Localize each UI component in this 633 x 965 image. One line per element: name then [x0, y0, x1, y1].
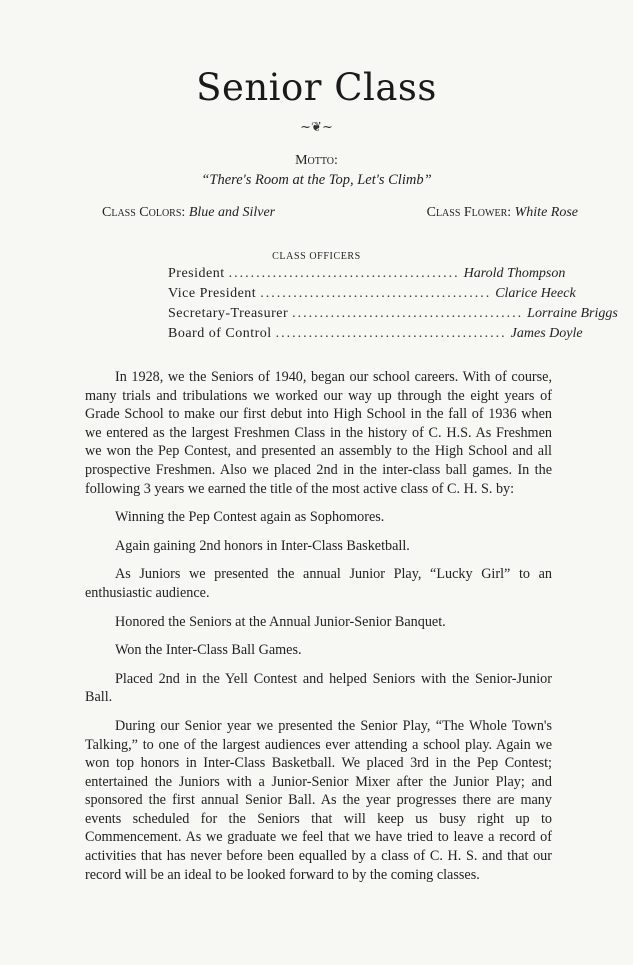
motto-text: “There's Room at the Top, Let's Climb” [201, 172, 432, 188]
history-paragraph: Placed 2nd in the Yell Contest and helped Seniors with the Senior-Junior Ball. [85, 670, 552, 706]
officer-role: Secretary-Treasurer [168, 306, 289, 321]
class-flower [427, 205, 578, 221]
officer-name: Harold Thompson [463, 266, 566, 281]
class-history [85, 368, 552, 894]
history-paragraph: During our Senior year we presented the Senior Play, “The Whole Town's Talking,” to one of the largest audiences ever attending a school play. Again we won top honors in Inter-Class Basketball. We placed 3rd in the Pep Contest; entertained the Juniors with a Junior-Senior Mixer after the Junior Play; and sponsored the first annual Senior Ball. As the year progresses there are many events scheduled for the Seniors that will keep us busy right up to Commencement. As we graduate we feel that we have tried to leave a record of activities that has never before been equalled by a class of C. H. S. and that our record will be an ideal to be looked forward to by the coming classes. [85, 717, 552, 883]
class-flower-label: Class Flower: [426, 205, 512, 220]
history-paragraph: Winning the Pep Contest again as Sophomores. [115, 509, 385, 526]
class-colors [102, 205, 275, 220]
page-title: Senior Class [196, 66, 437, 109]
officer-row: President .......................................... Harold Thompson [168, 266, 566, 281]
colors-flower-row [102, 205, 578, 221]
officer-name: Clarice Heeck [495, 286, 576, 301]
officer-row: Board of Control .......................................... James Doyle [168, 326, 583, 341]
officer-row: Secretary-Treasurer .......................................... Lorraine Briggs [168, 306, 618, 321]
history-paragraph: Honored the Seniors at the Annual Junior-Senior Banquet. [115, 613, 446, 630]
officer-role: President [168, 266, 225, 281]
ornament-icon: ~❦~ [300, 120, 333, 135]
officer-role: Vice President [168, 286, 257, 301]
officer-name: Lorraine Briggs [527, 306, 618, 321]
officer-role: Board of Control [168, 326, 272, 341]
officers-list [168, 266, 618, 346]
history-paragraph: Again gaining 2nd honors in Inter-Class Basketball. [115, 537, 410, 554]
officer-row: Vice President .......................................... Clarice Heeck [168, 286, 576, 301]
history-paragraph: Won the Inter-Class Ball Games. [115, 642, 302, 659]
class-colors-value: Blue and Silver [188, 205, 276, 220]
motto-label: Motto: [295, 153, 338, 168]
history-paragraph: In 1928, we the Seniors of 1940, began our school careers. With of course, many trials and tribulations we worked our way up through the eight years of Grade School to make our first debut into High School in the fall of 1936 when we entered as the largest Freshmen Class in the history of C. H.S. As Freshmen we won the Pep Contest, and presented an assembly to the High School and all prospective Freshmen. Also we placed 2nd in the inter-class ball games. In the following 3 years we earned the title of the most active class of C. H. S. by: [85, 369, 552, 497]
class-flower-value: White Rose [514, 205, 578, 220]
history-paragraph: As Juniors we presented the annual Junior Play, “Lucky Girl” to an enthusiastic audience. [85, 566, 552, 601]
officers-heading: CLASS OFFICERS [272, 251, 361, 262]
class-colors-label: Class Colors: [102, 205, 186, 220]
officer-name: James Doyle [510, 326, 583, 341]
